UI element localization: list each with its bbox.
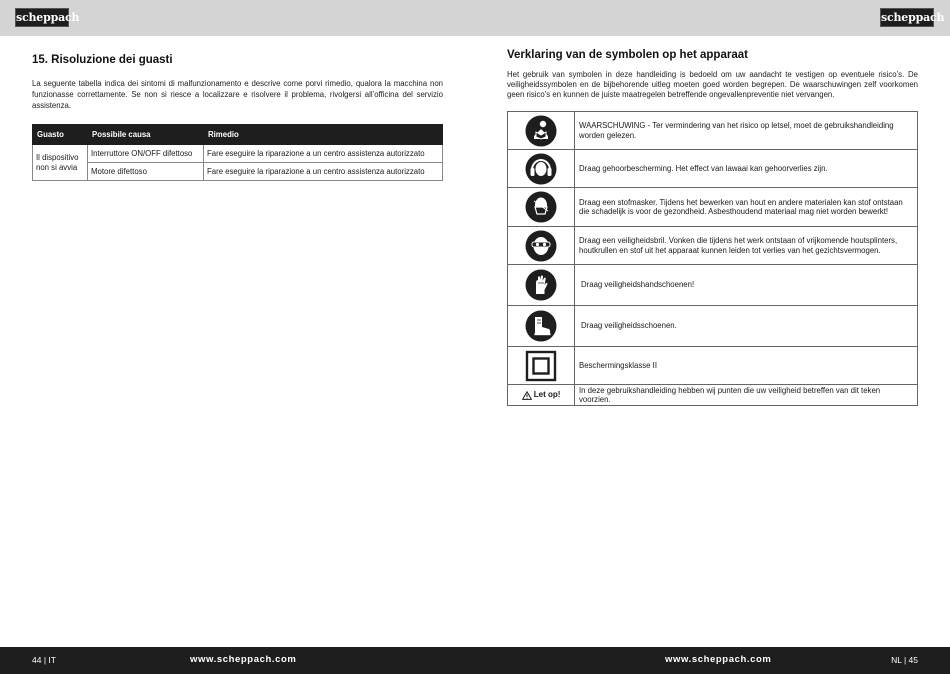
nl-section-heading: Verklaring van de symbolen op het apparaat [507, 49, 748, 61]
website-link[interactable]: www.scheppach.com [190, 654, 297, 665]
safety-gloves-icon [525, 269, 557, 301]
troubleshooting-table [32, 124, 443, 181]
brand-logo: scheppach [15, 8, 69, 27]
ear-protection-icon [525, 153, 557, 185]
warning-triangle-icon [522, 391, 532, 400]
table-row [33, 145, 443, 163]
cause-cell: Motore difettoso [88, 163, 204, 181]
fault-cell: Il dispositivo non si avvia [33, 145, 88, 181]
symbol-row [508, 347, 918, 385]
it-section-heading: 15. Risoluzione dei guasti [32, 54, 173, 66]
it-intro-paragraph: La seguente tabella indica dei sintomi di malfunzionamento e descrive come porvi rimedio, qualora la macchina non funzionasse correttamente. Se non si riesce a localizzare e risolvere il problema, rivolgersi all’officina del servizio assistenza. [32, 79, 443, 110]
header-bar [0, 0, 950, 36]
symbol-description: Beschermingsklasse II [575, 347, 918, 385]
symbol-row [508, 385, 918, 406]
safety-goggles-icon [525, 230, 557, 262]
symbol-row [508, 112, 918, 150]
protection-class-ii-icon [525, 350, 557, 382]
table-row [33, 163, 443, 181]
symbol-row [508, 306, 918, 347]
symbol-description: Draag veiligheidshandschoenen! [575, 265, 918, 306]
website-link[interactable]: www.scheppach.com [665, 654, 772, 665]
brand-logo: scheppach [880, 8, 934, 27]
symbol-row [508, 150, 918, 188]
column-header: Rimedio [204, 125, 443, 145]
read-manual-icon [525, 115, 557, 147]
remedy-cell: Fare eseguire la riparazione a un centro assistenza autorizzato [204, 145, 443, 163]
symbol-description: Draag een stofmasker. Tijdens het bewerken van hout en andere materialen kan stof ontstaan die schadelijk is voor de gezondheid. Asbesthoudend materiaal mag niet worden bewerkt! [575, 188, 918, 227]
symbols-table [507, 111, 918, 406]
symbol-description: In deze gebruikshandleiding hebben wij punten die uw veiligheid betreffen van dit teken voorzien. [575, 385, 918, 406]
column-header: Possibile causa [88, 125, 204, 145]
symbol-row [508, 227, 918, 265]
symbol-description: Draag veiligheidsschoenen. [575, 306, 918, 347]
cause-cell: Interruttore ON/OFF difettoso [88, 145, 204, 163]
table-header-row [33, 125, 443, 145]
symbol-row [508, 188, 918, 227]
caution-label: Let op! [533, 390, 561, 400]
symbol-description: Draag een veiligheidsbril. Vonken die tijdens het werk ontstaan of vrijkomende houtsplinters, houtkrullen en stof uit het apparaat kunnen leiden tot verlies van het gezichtsvermogen. [575, 227, 918, 265]
page-number-right: NL | 45 [891, 655, 918, 665]
symbol-row [508, 265, 918, 306]
safety-shoes-icon [525, 310, 557, 342]
symbol-description: WAARSCHUWING - Ter vermindering van het risico op letsel, moet de gebruikshandleiding worden gelezen. [575, 112, 918, 150]
column-header: Guasto [33, 125, 88, 145]
remedy-cell: Fare eseguire la riparazione a un centro assistenza autorizzato [204, 163, 443, 181]
footer-bar [0, 647, 950, 674]
dust-mask-icon [525, 191, 557, 223]
symbol-description: Draag gehoorbescherming. Het effect van lawaai kan gehoorverlies zijn. [575, 150, 918, 188]
page-number-left: 44 | IT [32, 655, 56, 665]
nl-intro-paragraph: Het gebruik van symbolen in deze handleiding is bedoeld om uw aandacht te vestigen op eventuele risico’s. De veiligheidssymbolen en de bijbehorende uitleg moeten goed worden begrepen. De waarschuwingen zelf voorkomen geen risico’s en kunnen de juiste maatregelen betreffende ongevallenpreventie niet vervangen. [507, 70, 918, 99]
